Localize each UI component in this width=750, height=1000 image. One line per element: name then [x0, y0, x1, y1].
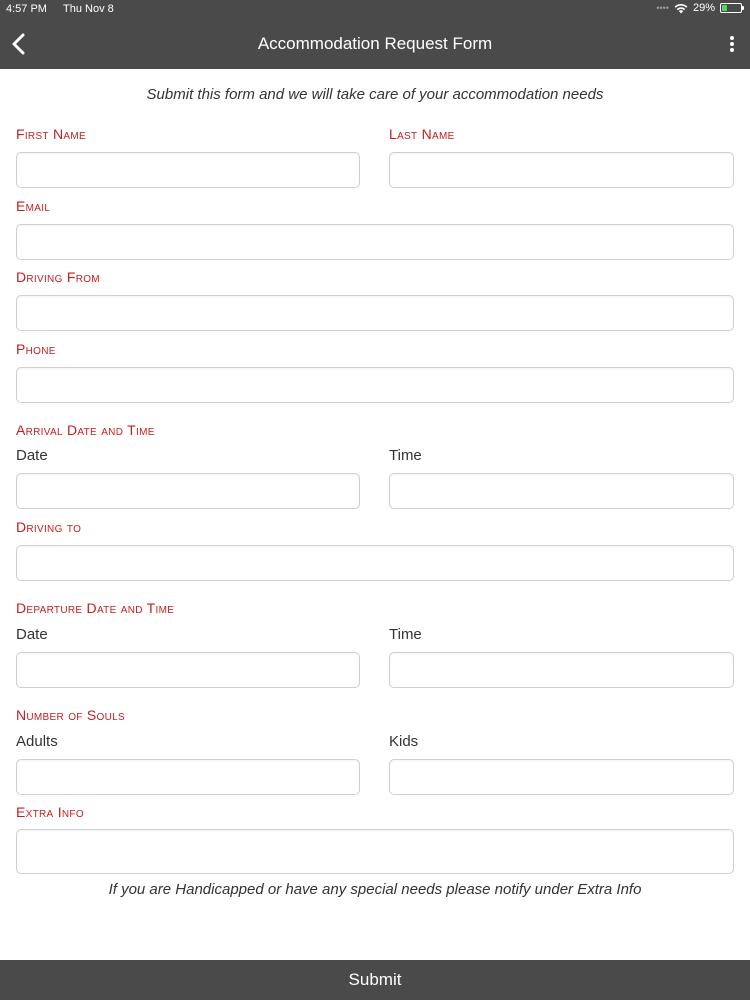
- arrival-time-field[interactable]: [389, 473, 734, 509]
- driving-from-field[interactable]: [16, 295, 734, 331]
- last-name-label: Last Name: [389, 126, 455, 142]
- wifi-icon: [674, 3, 688, 14]
- battery-icon: [720, 3, 742, 13]
- battery-percent: 29%: [692, 2, 715, 14]
- page-title: Accommodation Request Form: [257, 34, 493, 53]
- arrival-date-label: Date: [16, 447, 48, 464]
- status-date: Thu Nov 8: [63, 3, 114, 15]
- submit-label: Submit: [348, 970, 402, 989]
- departure-time-field[interactable]: [389, 652, 734, 688]
- first-name-label: First Name: [16, 126, 86, 142]
- battery-level: [722, 5, 727, 11]
- arrival-time-label: Time: [389, 447, 422, 464]
- phone-field[interactable]: [16, 367, 734, 403]
- status-indicators: [656, 2, 742, 14]
- vertical-ellipsis-icon: [728, 35, 736, 53]
- driving-from-label: Driving From: [16, 269, 100, 285]
- departure-date-field[interactable]: [16, 652, 360, 688]
- arrival-section-label: Arrival Date and Time: [16, 422, 155, 438]
- driving-to-label: Driving to: [16, 519, 82, 535]
- kids-label: Kids: [389, 733, 419, 750]
- status-bar: [0, 0, 750, 20]
- souls-section-label: Number of Souls: [16, 707, 125, 723]
- more-options-button[interactable]: [728, 35, 736, 53]
- form-intro: Submit this form and we will take care of your accommodation needs: [146, 86, 604, 103]
- submit-button[interactable]: [0, 960, 750, 1000]
- status-time: 4:57 PM: [6, 3, 47, 15]
- extra-info-label: Extra Info: [16, 804, 84, 820]
- battery-tip: [742, 6, 744, 10]
- phone-label: Phone: [16, 341, 56, 357]
- email-field[interactable]: [16, 224, 734, 260]
- special-needs-note: If you are Handicapped or have any special needs please notify under Extra Info: [108, 881, 642, 898]
- top-bar: [0, 0, 750, 69]
- departure-time-label: Time: [389, 626, 422, 643]
- kids-field[interactable]: [389, 759, 734, 795]
- signal-icon: ••••: [656, 3, 669, 13]
- last-name-field[interactable]: [389, 152, 734, 188]
- driving-to-field[interactable]: [16, 545, 734, 581]
- adults-label: Adults: [16, 733, 58, 750]
- first-name-field[interactable]: [16, 152, 360, 188]
- arrival-date-field[interactable]: [16, 473, 360, 509]
- email-label: Email: [16, 198, 51, 214]
- departure-date-label: Date: [16, 626, 48, 643]
- departure-section-label: Departure Date and Time: [16, 600, 175, 616]
- extra-info-field[interactable]: [16, 829, 734, 874]
- adults-field[interactable]: [16, 759, 360, 795]
